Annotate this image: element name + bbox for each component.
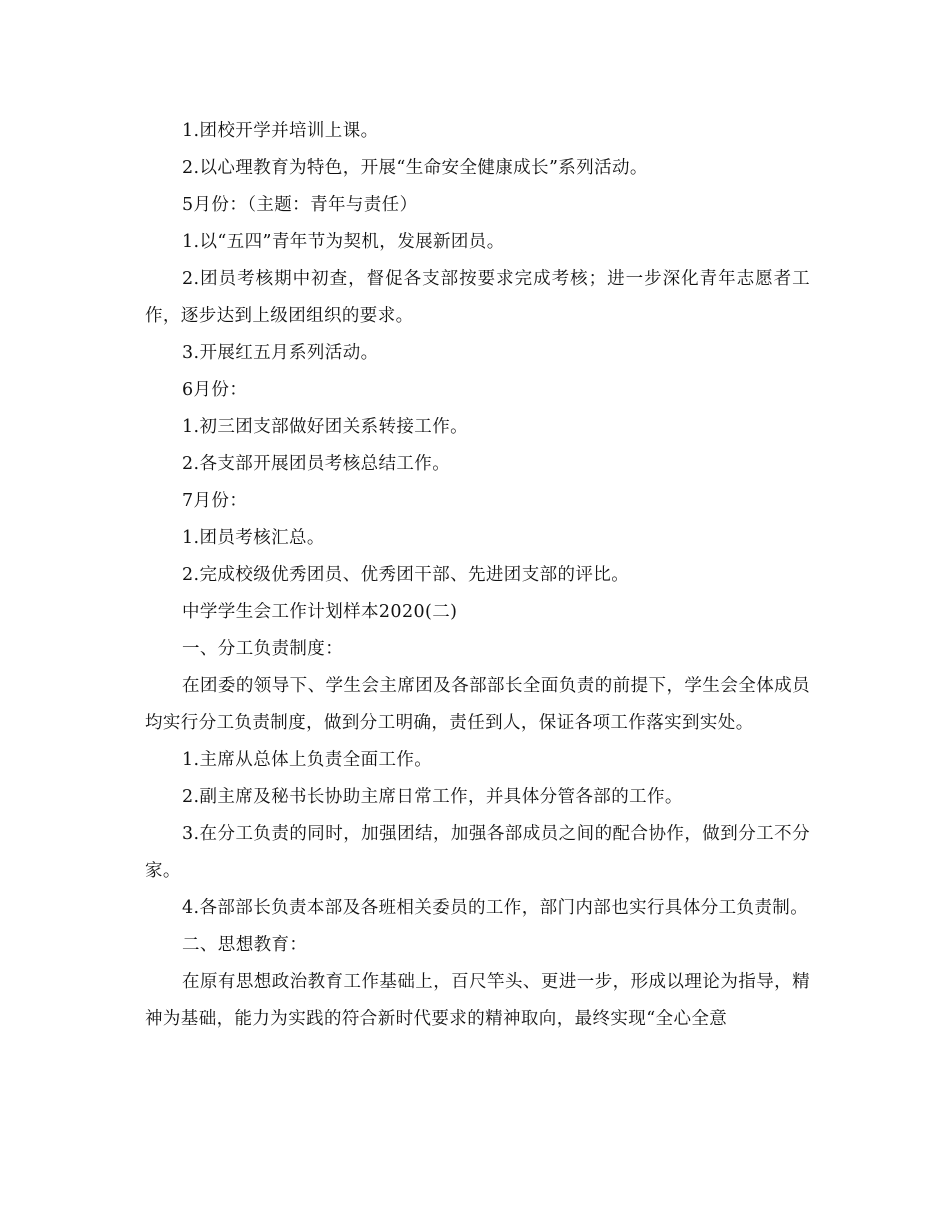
section-heading-division-of-labor: 一、分工负责制度： [182,639,344,659]
paragraph: 在原有思想政治教育工作基础上，百尺竿头、更进一步，形成以理论为指导，精神为基础，能力为实践的符合新时代要求的精神取向，最终实现“全心全意 [145,972,810,1029]
paragraph: 1.团校开学并培训上课。 [182,121,379,141]
section-heading-june: 6月份： [182,380,248,400]
document-title-part-two: 中学学生会工作计划样本2020(二) [182,602,458,622]
paragraph: 4.各部部长负责本部及各班相关委员的工作，部门内部也实行具体分工负责制。 [182,898,809,918]
section-heading-ideological-education: 二、思想教育： [182,935,308,955]
paragraph: 1.以“五四”青年节为契机，发展新团员。 [182,232,505,252]
paragraph: 2.完成校级优秀团员、优秀团干部、先进团支部的评比。 [182,565,630,585]
paragraph: 1.主席从总体上负责全面工作。 [182,750,433,770]
paragraph: 2.副主席及秘书长协助主席日常工作，并具体分管各部的工作。 [182,787,683,807]
paragraph: 1.团员考核汇总。 [182,528,325,548]
paragraph: 3.开展红五月系列活动。 [182,343,379,363]
section-heading-july: 7月份： [182,491,248,511]
section-heading-may: 5月份：（主题：青年与责任） [182,195,418,215]
paragraph: 2.各支部开展团员考核总结工作。 [182,454,451,474]
paragraph: 1.初三团支部做好团关系转接工作。 [182,417,468,437]
paragraph: 2.以心理教育为特色，开展“生命安全健康成长”系列活动。 [182,158,648,178]
paragraph: 在团委的领导下、学生会主席团及各部部长全面负责的前提下，学生会全体成员均实行分工负责制度，做到分工明确，责任到人，保证各项工作落实到实处。 [145,676,810,733]
paragraph: 3.在分工负责的同时，加强团结，加强各部成员之间的配合协作，做到分工不分家。 [145,824,810,881]
paragraph: 2.团员考核期中初查，督促各支部按要求完成考核；进一步深化青年志愿者工作，逐步达到上级团组织的要求。 [145,269,810,326]
document-body [145,113,810,1038]
